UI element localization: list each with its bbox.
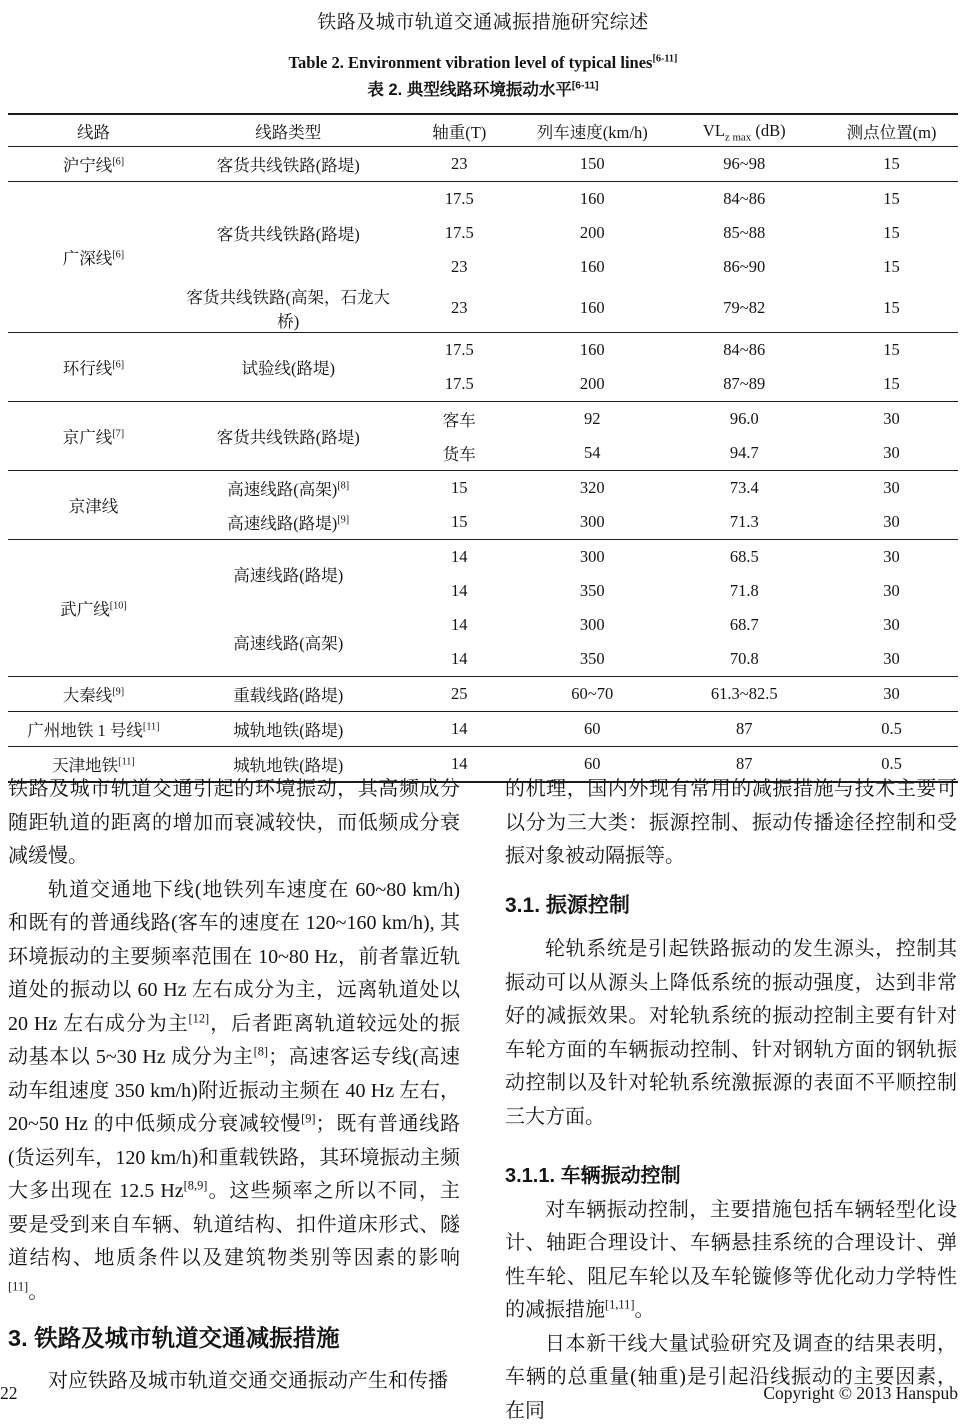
table-caption-chinese: 表 2. 典型线路环境振动水平[6-11] <box>0 76 966 100</box>
line-type-cell: 重载线路(路堤) <box>179 677 398 712</box>
paragraph: 的机理，国内外现有常用的减振措施与技术主要可以分为三大类：振源控制、振动传播途径控制和受振对象被动隔振等。 <box>505 773 957 874</box>
table-body <box>8 147 958 783</box>
table-row <box>8 333 958 368</box>
line-name-cell: 沪宁线[6] <box>8 147 179 182</box>
axle-load-cell: 17.5 <box>398 182 522 217</box>
section-heading-3-1-1: 3.1.1. 车辆振动控制 <box>505 1160 957 1194</box>
measure-position-cell: 0.5 <box>825 712 958 747</box>
line-name-cell: 天津地铁[11] <box>8 747 179 783</box>
line-type-cell: 高速线路(路堤)[9] <box>179 505 398 540</box>
line-type-cell: 客货共线铁路(路堤) <box>179 402 398 471</box>
measure-position-cell: 30 <box>825 608 958 642</box>
train-speed-cell: 54 <box>521 436 664 471</box>
line-name-cell: 武广线[10] <box>8 540 179 677</box>
line-name-cell: 大秦线[9] <box>8 677 179 712</box>
train-speed-cell: 300 <box>521 608 664 642</box>
measure-position-cell: 15 <box>825 216 958 250</box>
measure-position-cell: 15 <box>825 147 958 182</box>
vibration-level-cell: 87 <box>664 712 826 747</box>
measure-position-cell: 30 <box>825 505 958 540</box>
vibration-level-cell: 71.3 <box>664 505 826 540</box>
table-row <box>8 712 958 747</box>
axle-load-cell: 15 <box>398 505 522 540</box>
column-header: $VL_{z max}$ (dB) <box>664 114 826 147</box>
axle-load-cell: 23 <box>398 250 522 284</box>
vibration-level-cell: 96.0 <box>664 402 826 437</box>
train-speed-cell: 300 <box>521 540 664 575</box>
measure-position-cell: 30 <box>825 642 958 677</box>
axle-load-cell: 23 <box>398 284 522 333</box>
vibration-level-cell: 70.8 <box>664 642 826 677</box>
paragraph: 轮轨系统是引起铁路振动的发生源头，控制其振动可以从源头上降低系统的振动强度，达到非常好的减振效果。对轮轨系统的振动控制主要有针对车轮方面的车辆振动控制、针对钢轨方面的钢轨振动控制以及针对轮轨系统激振源的表面不平顺控制三大方面。 <box>505 933 957 1134</box>
paragraph: 铁路及城市轨道交通引起的环境振动，其高频成分随距轨道的距离的增加而衰减较快，而低频成分衰减缓慢。 <box>8 773 460 874</box>
vibration-level-table <box>8 113 958 783</box>
table-row <box>8 402 958 437</box>
train-speed-cell: 60 <box>521 747 664 783</box>
axle-load-cell: 17.5 <box>398 216 522 250</box>
column-header: 线路 <box>8 114 179 147</box>
right-column <box>505 773 957 1428</box>
table-header <box>8 114 958 147</box>
line-name-cell: 京津线 <box>8 471 179 540</box>
train-speed-cell: 200 <box>521 216 664 250</box>
line-type-cell: 客货共线铁路(路堤) <box>179 147 398 182</box>
axle-load-cell: 25 <box>398 677 522 712</box>
paragraph: 对车辆振动控制，主要措施包括车辆轻型化设计、轴距合理设计、车辆悬挂系统的合理设计、弹性车轮、阻尼车轮以及车轮镟修等优化动力学特性的减振措施[1,11]。 <box>505 1194 957 1328</box>
table-caption <box>0 53 966 100</box>
measure-position-cell: 30 <box>825 677 958 712</box>
train-speed-cell: 350 <box>521 642 664 677</box>
train-speed-cell: 92 <box>521 402 664 437</box>
train-speed-cell: 150 <box>521 147 664 182</box>
measure-position-cell: 15 <box>825 333 958 368</box>
measure-position-cell: 30 <box>825 574 958 608</box>
line-type-cell: 客货共线铁路(高架，石龙大桥) <box>179 284 398 333</box>
table-row <box>8 677 958 712</box>
running-head: 铁路及城市轨道交通减振措施研究综述 <box>0 7 966 34</box>
axle-load-cell: 23 <box>398 147 522 182</box>
train-speed-cell: 60~70 <box>521 677 664 712</box>
vibration-level-cell: 71.8 <box>664 574 826 608</box>
measure-position-cell: 30 <box>825 540 958 575</box>
measure-position-cell: 30 <box>825 471 958 506</box>
line-name-cell: 环行线[6] <box>8 333 179 402</box>
axle-load-cell: 14 <box>398 608 522 642</box>
vibration-level-cell: 96~98 <box>664 147 826 182</box>
vibration-level-cell: 87 <box>664 747 826 783</box>
vibration-level-cell: 61.3~82.5 <box>664 677 826 712</box>
measure-position-cell: 30 <box>825 436 958 471</box>
train-speed-cell: 160 <box>521 284 664 333</box>
train-speed-cell: 160 <box>521 333 664 368</box>
body-text <box>8 773 958 1428</box>
line-type-cell: 城轨地铁(路堤) <box>179 712 398 747</box>
axle-load-cell: 14 <box>398 574 522 608</box>
vibration-level-cell: 94.7 <box>664 436 826 471</box>
vibration-level-cell: 68.5 <box>664 540 826 575</box>
measure-position-cell: 15 <box>825 284 958 333</box>
line-type-cell: 高速线路(高架)[8] <box>179 471 398 506</box>
column-header: 线路类型 <box>179 114 398 147</box>
table-caption-english: Table 2. Environment vibration level of typical lines[6-11] <box>0 53 966 73</box>
vibration-level-cell: 87~89 <box>664 367 826 402</box>
measure-position-cell: 0.5 <box>825 747 958 783</box>
vibration-level-cell: 84~86 <box>664 182 826 217</box>
line-type-cell: 高速线路(高架) <box>179 608 398 677</box>
train-speed-cell: 320 <box>521 471 664 506</box>
table-row <box>8 147 958 182</box>
section-heading-3-1: 3.1. 振源控制 <box>505 889 957 923</box>
table-header-row <box>8 114 958 147</box>
train-speed-cell: 300 <box>521 505 664 540</box>
measure-position-cell: 15 <box>825 182 958 217</box>
measure-position-cell: 30 <box>825 402 958 437</box>
line-name-cell: 广州地铁 1 号线[11] <box>8 712 179 747</box>
vibration-level-cell: 84~86 <box>664 333 826 368</box>
axle-load-cell: 15 <box>398 471 522 506</box>
axle-load-cell: 14 <box>398 747 522 783</box>
axle-load-cell: 14 <box>398 712 522 747</box>
table-row <box>8 182 958 217</box>
axle-load-cell: 14 <box>398 540 522 575</box>
vibration-level-cell: 85~88 <box>664 216 826 250</box>
page-footer <box>0 1383 958 1404</box>
column-header: 列车速度(km/h) <box>521 114 664 147</box>
column-header: 轴重(T) <box>398 114 522 147</box>
paragraph: 轨道交通地下线(地铁列车速度在 60~80 km/h)和既有的普通线路(客车的速度在 120~160 km/h), 其环境振动的主要频率范围在 10~80 Hz，前者靠近轨道处的振动以 60 Hz 左右成分为主，远离轨道处以 20 Hz 左右成分为主[12]，后者距离轨道较远处的振动基本以 5~30 Hz 成分为主[8]；高速客运专线(高速动车组速度 350 km/h)附近振动主频在 40 Hz 左右，20~50 Hz 的中低频成分衰减较慢[9]；既有普通线路(货运列车，120 km/h)和重载铁路，其环境振动主频大多出现在 12.5 Hz[8,9]。这些频率之所以不同，主要是受到来自车辆、轨道结构、扣件道床形式、隧道结构、地质条件以及建筑物类别等因素的影响[11]。 <box>8 874 460 1310</box>
vibration-level-cell: 86~90 <box>664 250 826 284</box>
line-type-cell: 城轨地铁(路堤) <box>179 747 398 783</box>
train-speed-cell: 200 <box>521 367 664 402</box>
line-name-cell: 京广线[7] <box>8 402 179 471</box>
line-name-cell: 广深线[6] <box>8 182 179 333</box>
axle-load-cell: 客车 <box>398 402 522 437</box>
line-type-cell: 客货共线铁路(路堤) <box>179 182 398 285</box>
line-type-cell: 试验线(路堤) <box>179 333 398 402</box>
paragraph: 日本新干线大量试验研究及调查的结果表明，车辆的总重量(轴重)是引起沿线振动的主要因素，在同 <box>505 1328 957 1428</box>
copyright-notice: Copyright © 2013 Hanspub <box>763 1383 958 1404</box>
measure-position-cell: 15 <box>825 367 958 402</box>
axle-load-cell: 货车 <box>398 436 522 471</box>
vibration-level-cell: 68.7 <box>664 608 826 642</box>
vibration-level-cell: 79~82 <box>664 284 826 333</box>
section-heading-3: 3. 铁路及城市轨道交通减振措施 <box>8 1322 460 1356</box>
axle-load-cell: 17.5 <box>398 367 522 402</box>
page-number: 22 <box>0 1383 18 1404</box>
column-header: 测点位置(m) <box>825 114 958 147</box>
table-row <box>8 471 958 506</box>
train-speed-cell: 60 <box>521 712 664 747</box>
paragraph: 对应铁路及城市轨道交通交通振动产生和传播 <box>8 1365 460 1399</box>
vibration-level-cell: 73.4 <box>664 471 826 506</box>
measure-position-cell: 15 <box>825 250 958 284</box>
table-row <box>8 540 958 575</box>
train-speed-cell: 160 <box>521 250 664 284</box>
left-column <box>8 773 460 1428</box>
train-speed-cell: 160 <box>521 182 664 217</box>
train-speed-cell: 350 <box>521 574 664 608</box>
axle-load-cell: 17.5 <box>398 333 522 368</box>
line-type-cell: 高速线路(路堤) <box>179 540 398 609</box>
axle-load-cell: 14 <box>398 642 522 677</box>
